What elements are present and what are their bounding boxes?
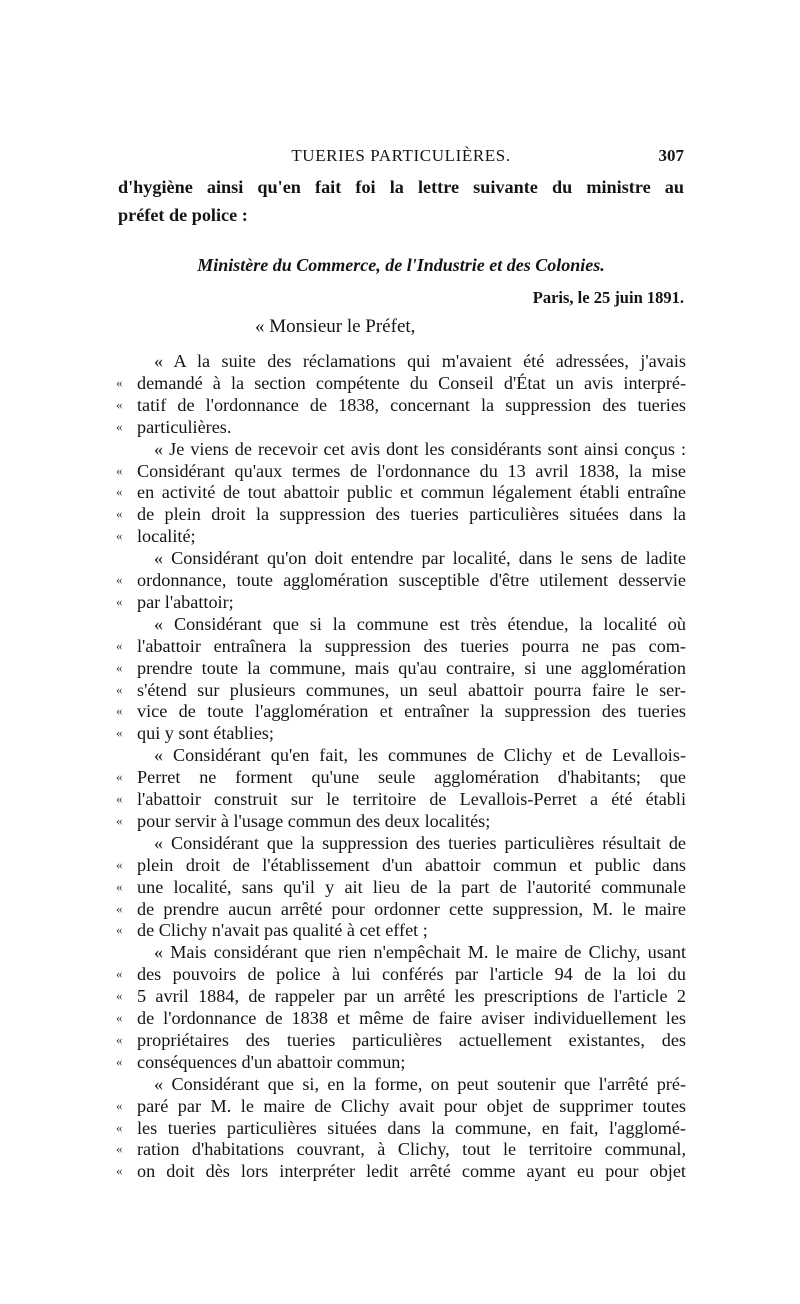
letter-line: s'étend sur plusieurs communes, un seul abattoir pourra faire le ser- [137,679,686,700]
letter-line: « Considérant qu'en fait, les communes de Clichy et de Levallois- [154,745,686,766]
quote-mark: « [116,462,123,478]
letter-line: on doit dès lors interpréter ledit arrêté comme ayant eu pour objet [137,1161,686,1182]
quote-mark: « [116,593,123,609]
quote-mark: « [116,1010,123,1025]
quote-mark: « [116,1119,123,1135]
letter-line: en activité de tout abattoir public et commun légalement établi entraîne [137,482,686,503]
quote-mark: « [116,966,123,982]
letter-line: l'abattoir construit sur le territoire de Levallois-Perret a été établi [137,789,686,809]
quote-mark: « [116,1141,123,1157]
dateline: Paris, le 25 juin 1891. [532,288,684,307]
letter-line: localité; [137,526,196,547]
letter-line: « Considérant que si la commune est très étendue, la localité où [154,613,686,634]
quote-mark: « [116,1031,123,1047]
quote-mark: « [116,418,123,434]
quote-mark: « [116,1097,123,1113]
quote-mark: « [116,725,123,741]
quote-mark: « [116,988,123,1004]
quote-mark: « [116,572,123,587]
quote-mark: « [116,396,123,412]
quote-mark: « [116,878,123,894]
quote-mark: « [116,1053,123,1069]
letter-line: pour servir à l'usage commun des deux localités; [137,810,491,831]
letter-line: ordonnance, toute agglomération susceptible d'être utilement desservie [137,570,686,590]
letter-line: Perret ne forment qu'une seule agglomération d'habitants; que [137,767,686,788]
letter-line: ration d'habitations couvrant, à Clichy, tout le territoire communal, [137,1139,686,1160]
letter-line: de prendre aucun arrêté pour ordonner cette suppression, M. le maire [137,898,686,919]
page-header [118,146,684,170]
letter-line: « A la suite des réclamations qui m'avaient été adressées, j'avais [154,351,686,371]
letter-line: particulières. [137,416,232,437]
letter-line: les tueries particulières situées dans la commune, en fait, l'agglomé- [137,1117,686,1138]
running-title: TUERIES PARTICULIÈRES. [291,146,511,165]
quote-mark: « [116,528,123,544]
letter-line: tatif de l'ordonnance de 1838, concernant la suppression des tueries [137,394,686,415]
letter-line: vice de toute l'agglomération et entraîner la suppression des tueries [137,701,686,722]
quote-mark: « [116,637,123,653]
quote-mark: « [116,1163,123,1179]
letter-line: des pouvoirs de police à lui conférés par l'article 94 de la loi du [137,964,686,985]
quote-mark: « [116,769,123,785]
quote-mark: « [116,659,123,675]
quote-mark: « [116,681,123,697]
letter-line: propriétaires des tueries particulières actuellement existantes, des [137,1029,686,1050]
quote-mark: « [116,812,123,828]
quote-mark: « [116,703,123,719]
intro-line: préfet de police : [118,205,248,225]
quote-mark: « [116,374,123,390]
quote-mark: « [116,791,123,806]
letter-line: une localité, sans qu'il y ait lieu de la part de l'autorité communale [137,876,686,897]
salutation: « Monsieur le Préfet, [255,316,416,337]
letter-line: 5 avril 1884, de rappeler par un arrêté les prescriptions de l'article 2 [137,986,686,1007]
quote-mark: « [116,900,123,916]
letter-line: Considérant qu'aux termes de l'ordonnance du 13 avril 1838, la mise [137,460,686,481]
letter-line: « Considérant que si, en la forme, on peut soutenir que l'arrêté pré- [154,1073,686,1094]
intro-line: d'hygiène ainsi qu'en fait foi la lettre suivante du ministre au [118,177,684,197]
letter-line: l'abattoir entraînera la suppression des tueries pourra ne pas com- [137,635,686,656]
letter-line: de plein droit la suppression des tueries particulières situées dans la [137,504,686,525]
letter-line: de Clichy n'avait pas qualité à cet effet ; [137,920,428,941]
letter-line: prendre toute la commune, mais qu'au contraire, si une agglomération [137,657,686,678]
letter-line: « Considérant qu'on doit entendre par localité, dans le sens de ladite [154,548,686,569]
letter-line: « Mais considérant que rien n'empêchait M. le maire de Clichy, usant [154,942,686,963]
quote-mark: « [116,506,123,522]
letter-line: demandé à la section compétente du Conseil d'État un avis interpré- [137,372,686,393]
ministry-heading: Ministère du Commerce, de l'Industrie et des Colonies. [197,255,605,275]
letter-line: de l'ordonnance de 1838 et même de faire aviser individuellement les [137,1008,686,1028]
quote-mark: « [116,856,123,872]
letter-line: plein droit de l'établissement d'un abattoir commun et public dans [137,854,686,875]
quote-mark: « [116,922,123,938]
letter-line: par l'abattoir; [137,591,234,612]
quote-mark: « [116,484,123,500]
letter-line: paré par M. le maire de Clichy avait pour objet de supprimer toutes [137,1095,686,1116]
page-number: 307 [658,146,684,165]
letter-line: qui y sont établies; [137,723,274,744]
letter-line: conséquences d'un abattoir commun; [137,1051,406,1072]
letter-line: « Considérant que la suppression des tueries particulières résultait de [154,832,686,853]
letter-line: « Je viens de recevoir cet avis dont les considérants sont ainsi conçus : [154,438,686,459]
